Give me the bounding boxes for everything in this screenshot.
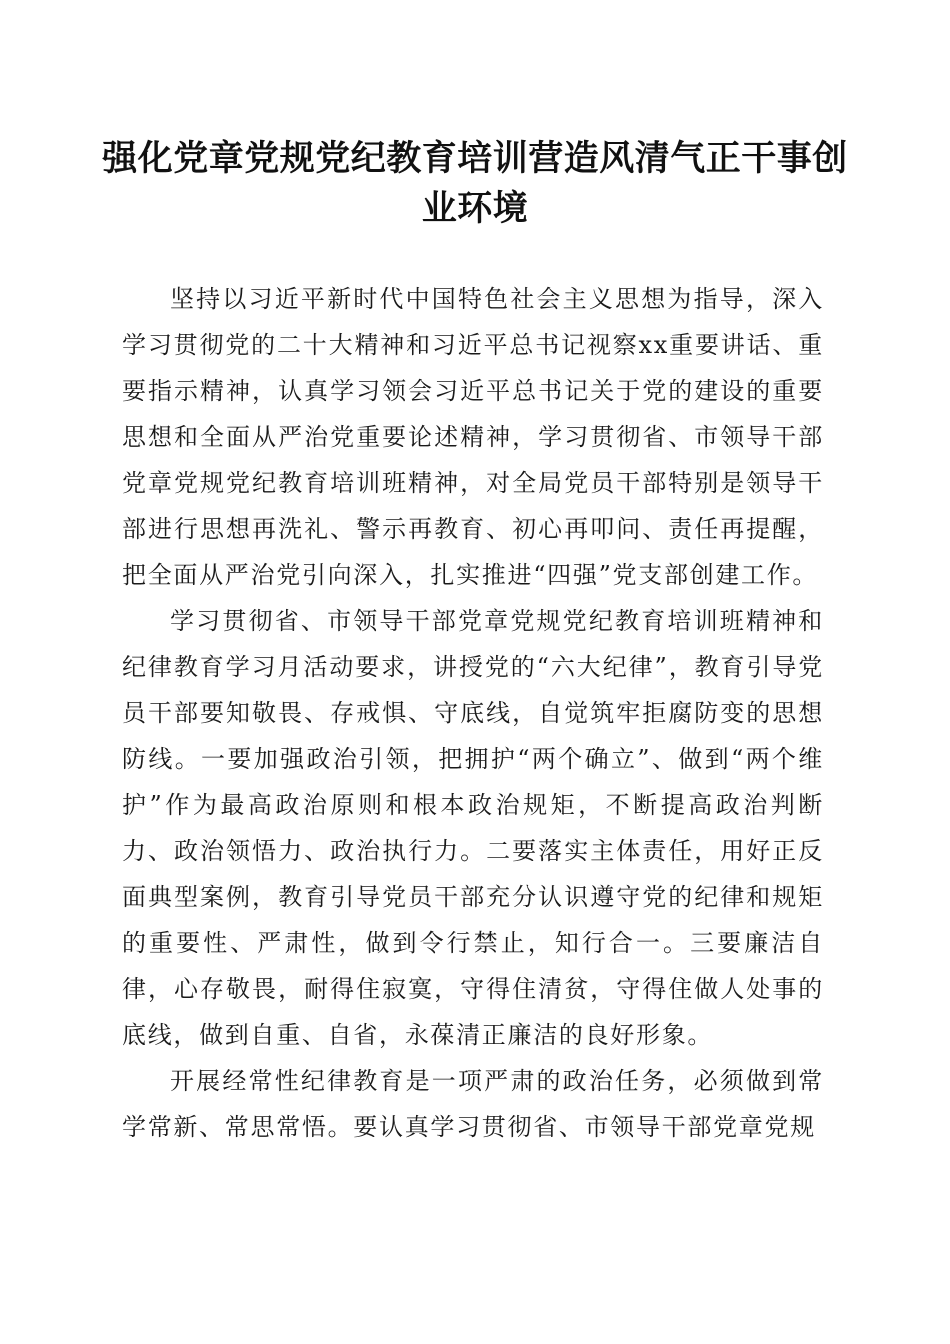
document-body	[122, 276, 824, 1150]
body-paragraph-2: 学习贯彻省、市领导干部党章党规党纪教育培训班精神和纪律教育学习月活动要求，讲授党的“六大纪律”，教育引导党员干部要知敬畏、存戒惧、守底线，自觉筑牢拒腐防变的思想防线。一要加强政治引领，把拥护“两个确立”、做到“两个维护”作为最高政治原则和根本政治规矩，不断提高政治判断力、政治领悟力、政治执行力。二要落实主体责任，用好正反面典型案例，教育引导党员干部充分认识遵守党的纪律和规矩的重要性、严肃性，做到令行禁止，知行合一。三要廉洁自律，心存敬畏，耐得住寂寞，守得住清贫，守得住做人处事的底线，做到自重、自省，永葆清正廉洁的良好形象。	[122, 607, 824, 1049]
body-paragraph-3: 开展经常性纪律教育是一项严肃的政治任务，必须做到常学常新、常思常悟。要认真学习贯彻省、市领导干部党章党规	[122, 1067, 824, 1141]
document-title: 强化党章党规党纪教育培训营造风清气正干事创业环境	[102, 138, 848, 229]
body-paragraph-1: 坚持以习近平新时代中国特色社会主义思想为指导，深入学习贯彻党的二十大精神和习近平总书记视察xx重要讲话、重要指示精神，认真学习领会习近平总书记关于党的建设的重要思想和全面从严治党重要论述精神，学习贯彻省、市领导干部党章党规党纪教育培训班精神，对全局党员干部特别是领导干部进行思想再洗礼、警示再教育、初心再叩问、责任再提醒，把全面从严治党引向深入，扎实推进“四强”党支部创建工作。	[122, 285, 824, 589]
